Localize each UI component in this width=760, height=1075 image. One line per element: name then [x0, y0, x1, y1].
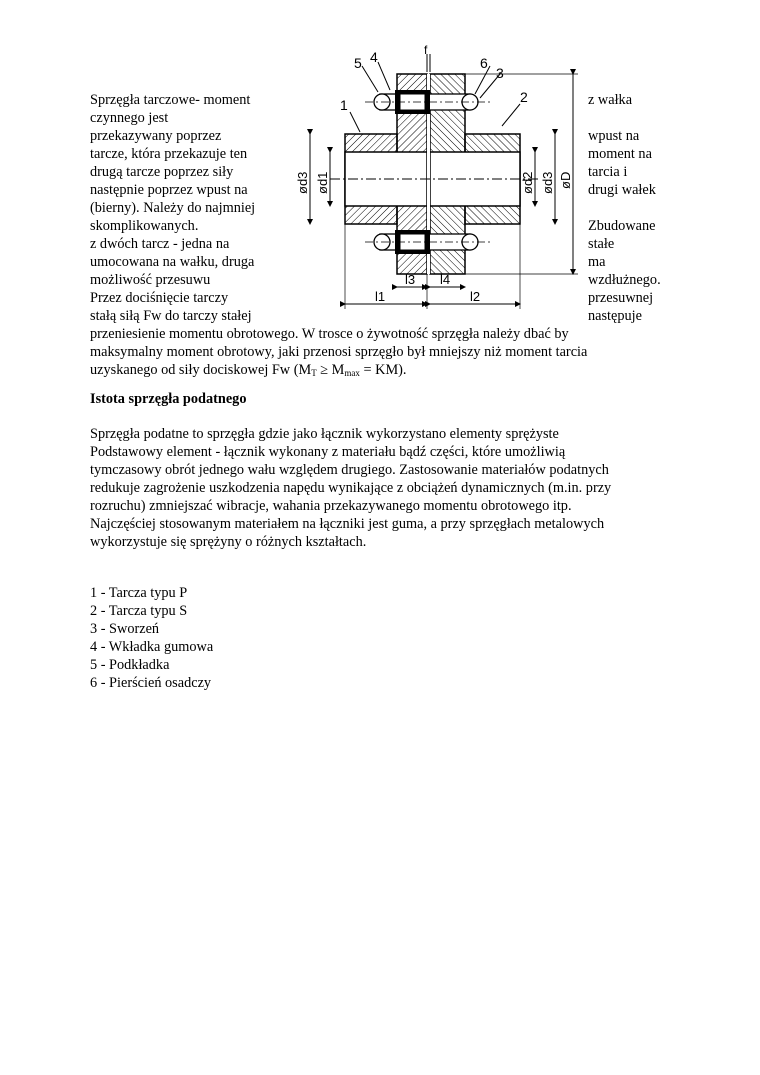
paragraph-line: rozruchu) zmniejszać wibracje, wahania przekazywanego momentu obrotowego itp. [90, 498, 572, 514]
parts-list-item: 5 - Podkładka [90, 657, 170, 673]
paragraph-line: Najczęściej stosowanym materiałem na łączniki jest guma, a przy sprzęgłach metalowych [90, 516, 605, 532]
right-line: wpust na [588, 128, 640, 144]
left-line: z dwóch tarcz - jedna na [90, 236, 230, 252]
parts-list-item: 3 - Sworzeń [90, 621, 160, 637]
dim-d2: ød2 [520, 171, 535, 194]
right-line: ma [588, 254, 606, 270]
coupling-drawing [290, 44, 590, 314]
callout-3: 3 [496, 65, 504, 81]
dim-l3: l3 [405, 272, 416, 287]
right-line: Zbudowane [588, 218, 656, 234]
formula-line: uzyskanego od siły dociskowej Fw $(M_T \ge M_{max} = KM)$. [90, 362, 407, 378]
parts-list-item: 2 - Tarcza typu S [90, 603, 188, 619]
left-line: (bierny). Należy do najmniej [90, 200, 256, 216]
dim-D: øD [558, 171, 573, 189]
paragraph-line: wykorzystuje się sprężyny o różnych kształtach. [90, 534, 367, 550]
parts-list-item: 6 - Pierścień osadczy [90, 675, 212, 691]
left-line: możliwość przesuwu [90, 272, 211, 288]
right-line: z wałka [588, 92, 633, 108]
dim-d1: ød1 [315, 171, 330, 194]
right-line: stałe [588, 236, 615, 252]
dim-d3-right: ød3 [540, 171, 555, 194]
continuation-line: maksymalny moment obrotowy, jaki przenosi sprzęgło był mniejszy niż moment tarcia [90, 344, 588, 360]
callout-5: 5 [354, 55, 362, 71]
left-line: Przez dociśnięcie tarczy [90, 290, 229, 306]
left-line: przekazywany poprzez [90, 128, 222, 144]
left-line: Sprzęgła tarczowe- moment [90, 92, 251, 108]
right-line: tarcia i [588, 164, 628, 180]
paragraph-line: Podstawowy element - łącznik wykonany z materiału bądź części, które umożliwią [90, 444, 566, 460]
left-line: następnie poprzez wpust na [90, 182, 248, 198]
dim-l2: l2 [470, 289, 481, 304]
left-line: drugą tarcze poprzez siły [90, 164, 234, 180]
continuation-line: przeniesienie momentu obrotowego. W trosce o żywotność sprzęgła należy dbać by [90, 326, 569, 342]
callout-4: 4 [370, 49, 378, 65]
right-line: drugi wałek [588, 182, 656, 198]
callout-1: 1 [340, 97, 348, 113]
right-line: następuje [588, 308, 642, 324]
right-line: moment na [588, 146, 652, 162]
left-line: umocowana na wałku, druga [90, 254, 255, 270]
left-line: tarcze, która przekazuje ten [90, 146, 248, 162]
dim-l1: l1 [375, 289, 386, 304]
parts-list-item: 1 - Tarcza typu P [90, 585, 188, 601]
parts-list-item: 4 - Wkładka gumowa [90, 639, 214, 655]
callout-6: 6 [480, 55, 488, 71]
right-line: wzdłużnego. [588, 272, 661, 288]
gap-label: f [424, 44, 428, 57]
dim-l4: l4 [440, 272, 451, 287]
section-heading: Istota sprzęgła podatnego [90, 391, 247, 407]
callout-2: 2 [520, 89, 528, 105]
left-line: stałą siłą Fw do tarczy stałej [90, 308, 252, 324]
left-line: czynnego jest [90, 110, 169, 126]
right-line: przesuwnej [588, 290, 654, 306]
left-line: skomplikowanych. [90, 218, 199, 234]
paragraph-line: Sprzęgła podatne to sprzęgła gdzie jako łącznik wykorzystano elementy sprężyste [90, 426, 559, 442]
paragraph-line: redukuje zagrożenie uszkodzenia napędu wynikające z obciążeń dynamicznych (m.in. przy [90, 480, 612, 496]
dim-d3-left: ød3 [295, 171, 310, 194]
paragraph-line: tymczasowy obrót jednego wału względem drugiego. Zastosowanie materiałów podatnych [90, 462, 609, 478]
